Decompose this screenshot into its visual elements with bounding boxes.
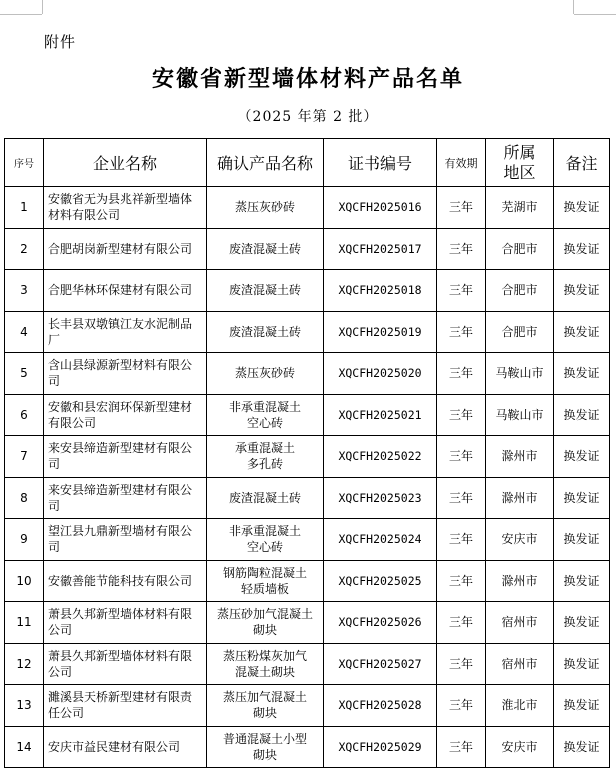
header-cert: 证书编号: [324, 139, 437, 187]
cell-product-line1: 废渣混凝土砖: [228, 490, 301, 505]
cell-company: 安徽善能节能科技有限公司: [44, 560, 207, 602]
cell-cert: XQCFH2025020: [324, 353, 437, 395]
table-row: [5, 270, 610, 312]
cell-company: 萧县久邦新型墙体材料有限公司: [44, 602, 207, 644]
cell-seq: 1: [5, 187, 44, 229]
cell-product-line1: 废渣混凝土砖: [228, 283, 301, 298]
cell-validity: 三年: [437, 477, 486, 519]
cell-region: 滁州市: [486, 436, 554, 478]
cell-product-line1: 非承重混凝土: [228, 524, 301, 539]
cell-company: 来安县缔造新型建材有限公司: [44, 477, 207, 519]
cell-product-line1: 废渣混凝土砖: [228, 324, 301, 339]
cell-product-line1: 蒸压灰砂砖: [234, 200, 295, 215]
cell-seq: 6: [5, 394, 44, 436]
cell-seq: 12: [5, 643, 44, 685]
cell-cert: XQCFH2025025: [324, 560, 437, 602]
cell-remark: 换发证: [554, 519, 610, 561]
table-row: [5, 685, 610, 727]
table-row: [5, 602, 610, 644]
cell-validity: 三年: [437, 519, 486, 561]
cell-remark: 换发证: [554, 602, 610, 644]
crop-mark-top-left-horizontal: [0, 14, 42, 15]
cell-region: 马鞍山市: [486, 353, 554, 395]
cell-validity: 三年: [437, 228, 486, 270]
cell-product-line1: 蒸压加气混凝土: [222, 690, 307, 705]
cell-company: 合肥华林环保建材有限公司: [44, 270, 207, 312]
table-row: [5, 643, 610, 685]
cell-seq: 8: [5, 477, 44, 519]
header-seq: 序号: [5, 139, 44, 187]
table-row: [5, 394, 610, 436]
cell-product: [207, 519, 324, 561]
table-row: [5, 519, 610, 561]
cell-product-line1: 普通混凝土小型: [222, 731, 307, 746]
cell-seq: 5: [5, 353, 44, 395]
cell-product: [207, 394, 324, 436]
cell-product: [207, 311, 324, 353]
cell-product: [207, 477, 324, 519]
cell-validity: 三年: [437, 353, 486, 395]
table-row: [5, 228, 610, 270]
document-title: 安徽省新型墙体材料产品名单: [151, 67, 464, 92]
cell-product-line2: 砌块: [252, 706, 277, 721]
cell-product: [207, 685, 324, 727]
cell-remark: 换发证: [554, 436, 610, 478]
header-remark: 备注: [554, 139, 610, 187]
cell-seq: 13: [5, 685, 44, 727]
attachment-label: 附件: [44, 33, 77, 51]
cell-seq: 11: [5, 602, 44, 644]
cell-company: 安徽省无为县兆祥新型墙体材料有限公司: [44, 187, 207, 229]
cell-seq: 14: [5, 726, 44, 768]
cell-cert: XQCFH2025019: [324, 311, 437, 353]
cell-validity: 三年: [437, 187, 486, 229]
cell-product: [207, 726, 324, 768]
cell-remark: 换发证: [554, 394, 610, 436]
cell-product-line1: 蒸压灰砂砖: [234, 366, 295, 381]
cell-product-line2: 混凝土砌块: [234, 664, 295, 679]
cell-company: 含山县绿源新型材料有限公司: [44, 353, 207, 395]
cell-seq: 7: [5, 436, 44, 478]
cell-cert: XQCFH2025017: [324, 228, 437, 270]
header-region-line2: 地区: [503, 162, 536, 182]
table-row: [5, 436, 610, 478]
cell-validity: 三年: [437, 643, 486, 685]
cell-region: 宿州市: [486, 643, 554, 685]
table-row: [5, 353, 610, 395]
cell-region: 滁州市: [486, 477, 554, 519]
cell-product-line1: 非承重混凝土: [228, 399, 301, 414]
cell-cert: XQCFH2025029: [324, 726, 437, 768]
cell-product-line1: 承重混凝土: [234, 441, 295, 456]
cell-validity: 三年: [437, 602, 486, 644]
table-row: [5, 726, 610, 768]
cell-product-line1: 蒸压粉煤灰加气: [222, 648, 307, 663]
cell-cert: XQCFH2025021: [324, 394, 437, 436]
cell-cert: XQCFH2025024: [324, 519, 437, 561]
cell-company: 来安县缔造新型建材有限公司: [44, 436, 207, 478]
cell-cert: XQCFH2025023: [324, 477, 437, 519]
table-row: [5, 560, 610, 602]
cell-remark: 换发证: [554, 560, 610, 602]
cell-validity: 三年: [437, 685, 486, 727]
cell-seq: 10: [5, 560, 44, 602]
cell-seq: 3: [5, 270, 44, 312]
cell-validity: 三年: [437, 726, 486, 768]
crop-mark-top-right-vertical: [573, 0, 574, 14]
cell-product: [207, 228, 324, 270]
cell-product: [207, 560, 324, 602]
cell-company: 萧县久邦新型墙体材料有限公司: [44, 643, 207, 685]
cell-cert: XQCFH2025028: [324, 685, 437, 727]
header-region-line1: 所属: [503, 142, 536, 162]
cell-remark: 换发证: [554, 311, 610, 353]
cell-region: 安庆市: [486, 519, 554, 561]
cell-cert: XQCFH2025018: [324, 270, 437, 312]
cell-remark: 换发证: [554, 187, 610, 229]
cell-company: 长丰县双墩镇江友水泥制品厂: [44, 311, 207, 353]
cell-region: 马鞍山市: [486, 394, 554, 436]
cell-company: 安庆市益民建材有限公司: [44, 726, 207, 768]
cell-company: 濉溪县天桥新型建材有限责任公司: [44, 685, 207, 727]
cell-product-line2: 空心砖: [246, 415, 283, 430]
cell-product-line1: 蒸压砂加气混凝土: [216, 607, 313, 622]
cell-region: 合肥市: [486, 311, 554, 353]
cell-company: 合肥胡岗新型建材有限公司: [44, 228, 207, 270]
cell-seq: 9: [5, 519, 44, 561]
cell-seq: 2: [5, 228, 44, 270]
cell-product: [207, 187, 324, 229]
cell-remark: 换发证: [554, 228, 610, 270]
header-region: [486, 139, 554, 187]
cell-region: 宿州市: [486, 602, 554, 644]
cell-region: 淮北市: [486, 685, 554, 727]
cell-cert: XQCFH2025027: [324, 643, 437, 685]
cell-product: [207, 436, 324, 478]
cell-product-line2: 砌块: [252, 747, 277, 762]
table-row: [5, 311, 610, 353]
cell-seq: 4: [5, 311, 44, 353]
cell-region: 合肥市: [486, 228, 554, 270]
cell-cert: XQCFH2025022: [324, 436, 437, 478]
table-row: [5, 477, 610, 519]
cell-product-line2: 轻质墙板: [240, 581, 289, 596]
cell-validity: 三年: [437, 394, 486, 436]
cell-remark: 换发证: [554, 353, 610, 395]
product-list-table: [4, 138, 610, 768]
header-validity: 有效期: [437, 139, 486, 187]
cell-validity: 三年: [437, 560, 486, 602]
cell-product: [207, 270, 324, 312]
cell-region: 滁州市: [486, 560, 554, 602]
cell-product: [207, 643, 324, 685]
crop-mark-top-right-horizontal: [574, 14, 616, 15]
cell-region: 安庆市: [486, 726, 554, 768]
cell-product-line2: 多孔砖: [246, 457, 283, 472]
cell-remark: 换发证: [554, 270, 610, 312]
header-company: 企业名称: [44, 139, 207, 187]
cell-product-line2: 空心砖: [246, 540, 283, 555]
cell-validity: 三年: [437, 311, 486, 353]
cell-product-line2: 砌块: [252, 623, 277, 638]
cell-cert: XQCFH2025016: [324, 187, 437, 229]
cell-validity: 三年: [437, 436, 486, 478]
cell-validity: 三年: [437, 270, 486, 312]
table-row: [5, 187, 610, 229]
cell-remark: 换发证: [554, 643, 610, 685]
header-product: 确认产品名称: [207, 139, 324, 187]
cell-remark: 换发证: [554, 726, 610, 768]
cell-company: 望江县九鼎新型墙材有限公司: [44, 519, 207, 561]
crop-mark-top-left-vertical: [42, 0, 43, 14]
cell-remark: 换发证: [554, 685, 610, 727]
cell-remark: 换发证: [554, 477, 610, 519]
cell-product: [207, 353, 324, 395]
batch-subtitle: （2025 年第 2 批）: [237, 109, 379, 125]
cell-region: 合肥市: [486, 270, 554, 312]
cell-company: 安徽和县宏润环保新型建材有限公司: [44, 394, 207, 436]
cell-product-line1: 钢筋陶粒混凝土: [222, 565, 307, 580]
cell-cert: XQCFH2025026: [324, 602, 437, 644]
table-header-row: [5, 139, 610, 187]
cell-product: [207, 602, 324, 644]
cell-product-line1: 废渣混凝土砖: [228, 241, 301, 256]
cell-region: 芜湖市: [486, 187, 554, 229]
